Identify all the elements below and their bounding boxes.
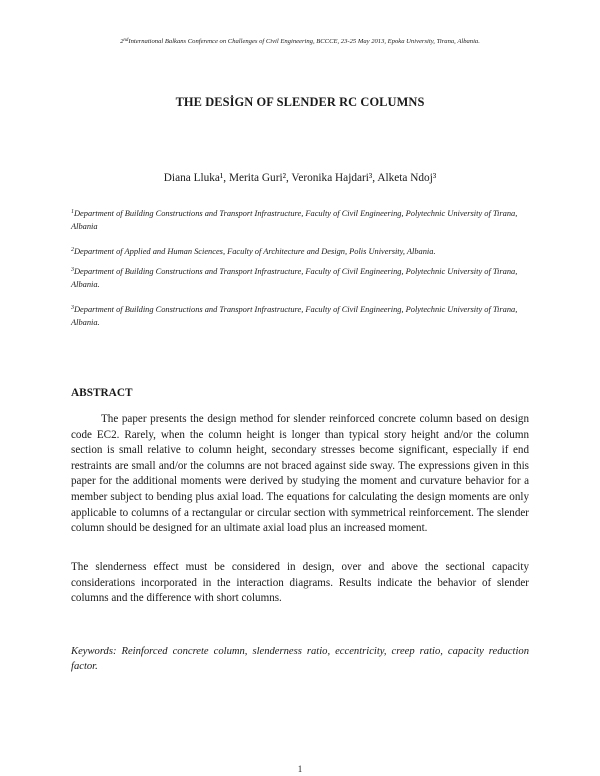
- abstract-heading: ABSTRACT: [71, 387, 133, 399]
- author-list: Diana Lluka¹, Merita Guri², Veronika Hajdari³, Alketa Ndoj³: [163, 172, 437, 184]
- abstract-paragraph-2: The slenderness effect must be considered in design, over and above the sectional capacity considerations incorporated in the interaction diagrams. Results indicate the behavior of slender columns and the difference with short columns.: [71, 561, 529, 605]
- affiliation-text: Department of Building Constructions and Transport Infrastructure, Faculty of Civil Engineering, Polytechnic University of Tirana, Albania: [71, 209, 518, 231]
- affiliation-text: Department of Applied and Human Sciences, Faculty of Architecture and Design, Polis University, Albania.: [74, 247, 436, 256]
- affiliation-mark: 1: [71, 209, 74, 215]
- keywords: Keywords: Reinforced concrete column, slenderness ratio, eccentricity, creep ratio, capacity reduction factor.: [71, 646, 529, 672]
- affiliation-mark: 2: [71, 247, 74, 253]
- paper-title: THE DESİGN OF SLENDER RC COLUMNS: [175, 95, 425, 109]
- abstract-paragraph-1: The paper presents the design method for slender reinforced concrete column based on design code EC2. Rarely, when the column height is longer than typical story height and/or the column section is small relative to column height, secondary stresses become significant, especially if end restraints are small and/or the columns are not braced against side sway. The expressions given in this paper for the additional moments were derived by studying the moment and curvature behavior for a member subject to bending plus axial load. The equations for calculating the design moments are only applicable to columns of a rectangular or circular section with symmetrical reinforcement. The slender column should be designed for an ultimate axial load plus an increased moment.: [71, 413, 529, 535]
- conference-ordinal: 2: [120, 38, 124, 45]
- conference-header-text: International Balkans Conference on Challenges of Civil Engineering, BCCCE, 23-25 May 2013, Epoka University, Tirana, Albania.: [128, 38, 480, 45]
- affiliation-text: Department of Building Constructions and Transport Infrastructure, Faculty of Civil Engineering, Polytechnic University of Tirana, Albania.: [71, 267, 518, 289]
- affiliation-1: [71, 206, 531, 233]
- conference-header: [60, 36, 540, 46]
- affiliation-mark: 3: [71, 267, 74, 273]
- page-number: 1: [297, 764, 303, 774]
- affiliation-3: [71, 264, 531, 291]
- affiliation-text: Department of Building Constructions and Transport Infrastructure, Faculty of Civil Engineering, Polytechnic University of Tirana, Albania.: [71, 305, 518, 327]
- conference-ordinal-suffix: nd: [123, 38, 129, 43]
- affiliation-2: [71, 244, 531, 259]
- affiliation-4: [71, 302, 531, 329]
- affiliation-mark: 3: [71, 305, 74, 311]
